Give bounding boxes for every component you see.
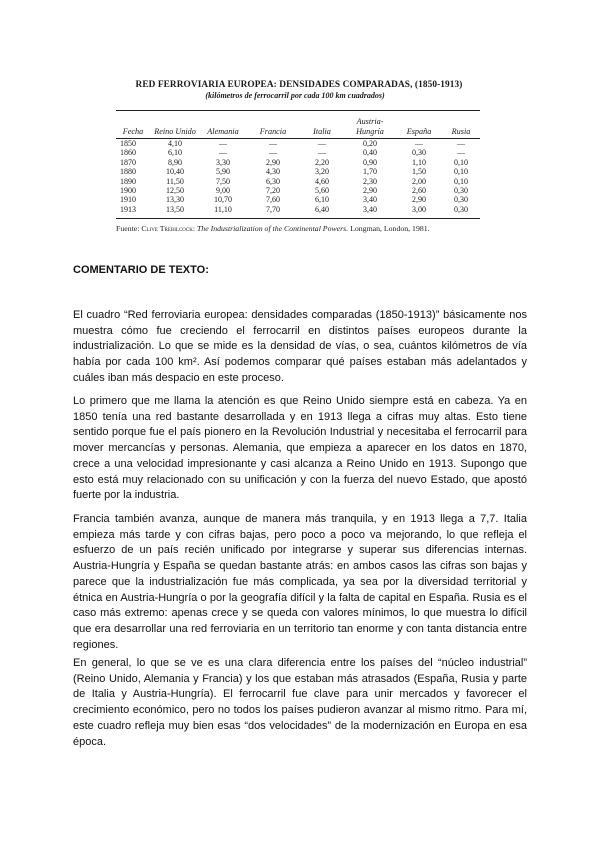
density-cell: 0,30 <box>412 148 426 158</box>
density-cell: 2,90 <box>412 195 426 205</box>
density-cell: 0,10 <box>454 176 468 186</box>
density-cell: 2,90 <box>266 157 280 167</box>
density-cell: 3,20 <box>315 167 329 177</box>
commentary-heading: COMENTARIO DE TEXTO: <box>73 264 209 276</box>
density-cell: 2,30 <box>363 176 377 186</box>
density-cell: 0,30 <box>454 186 468 196</box>
density-cell: 8,90 <box>168 157 182 167</box>
density-cell: 10,70 <box>214 195 232 205</box>
density-cell: 3,00 <box>412 204 426 214</box>
density-cell: 9,00 <box>216 186 230 196</box>
density-cell: 1,10 <box>412 157 426 167</box>
density-cell: 2,60 <box>412 186 426 196</box>
density-cell: 3,40 <box>363 204 377 214</box>
table-row <box>116 186 480 195</box>
density-cell: 12,50 <box>166 186 184 196</box>
density-cell: 11,10 <box>214 204 232 214</box>
density-cell: 6,30 <box>266 176 280 186</box>
density-cell: 0,20 <box>363 139 377 148</box>
density-cell: 3,40 <box>363 195 377 205</box>
table-subtitle: (kilómetros de ferrocarril por cada 100 km cuadrados) <box>205 91 385 100</box>
column-header: Austria-Hungría <box>356 117 384 136</box>
density-cell: 4,60 <box>315 176 329 186</box>
density-cell: 1,70 <box>363 167 377 177</box>
density-cell: 0,10 <box>454 167 468 177</box>
density-cell: 13,30 <box>166 195 184 205</box>
column-header: Alemania <box>207 126 239 136</box>
year-cell: 1890 <box>120 176 136 186</box>
table-top-rule <box>116 110 480 111</box>
year-cell: 1900 <box>120 186 136 196</box>
density-cell: 0,30 <box>454 204 468 214</box>
density-cell: — <box>219 148 227 158</box>
table-row <box>116 148 480 157</box>
density-cell: — <box>269 139 277 148</box>
density-cell: — <box>269 148 277 158</box>
density-cell: 4,30 <box>266 167 280 177</box>
year-cell: 1880 <box>120 167 136 177</box>
source-label: Fuente: <box>116 224 140 233</box>
density-cell: 6,10 <box>315 195 329 205</box>
density-cell: 2,00 <box>412 176 426 186</box>
table-row <box>116 205 480 214</box>
column-header: España <box>406 126 432 136</box>
year-cell: 1913 <box>120 204 136 214</box>
column-header: Fecha <box>122 126 144 136</box>
density-cell: 2,90 <box>363 186 377 196</box>
year-cell: 1870 <box>120 157 136 167</box>
density-cell: 1,50 <box>412 167 426 177</box>
table-row <box>116 177 480 186</box>
source-publisher: Longman, London, 1981. <box>350 224 430 233</box>
commentary-paragraph: Francia también avanza, aunque de manera más tranquila, y en 1913 llega a 7,7. Italia empieza más tarde y con cifras bajas, pero poco a poco va mejorando, lo que refleja el esfuerzo de un país recién unificado por integrarse y superar sus diferencias internas. Austria-Hungría y España se quedan bastante atrás: en ambos casos las cifras son bajas y parece que la industrialización fue más complicada, ya sea por la diversidad territorial y étnica en Austria-Hungría o por la geografía difícil y la falta de capital en España. Rusia es el caso más extremo: apenas crece y se queda con valores mínimos, lo que muestra lo difícil que era desarrollar una red ferroviaria en un territorio tan enorme y con tanta distancia entre regiones. <box>73 513 527 651</box>
density-cell: 5,90 <box>216 167 230 177</box>
density-cell: — <box>318 139 326 148</box>
density-cell: 7,60 <box>266 195 280 205</box>
column-header: Rusia <box>451 126 471 136</box>
scanned-railway-table <box>110 80 480 233</box>
table-body <box>116 139 480 214</box>
column-header: Francia <box>259 126 287 136</box>
density-cell: 0,40 <box>363 148 377 158</box>
commentary-paragraph: Lo primero que me llama la atención es que Reino Unido siempre está en cabeza. Ya en 1850 tenía una red bastante desarrollada y en 1913 llega a cifras muy altas. Esto tiene sentido porque fue el país pionero en la Revolución Industrial y necesitaba el ferrocarril para mover mercancías y personas. Alemania, que empieza a aparecer en los datos en 1870, crece a una velocidad impresionante y casi alcanza a Reino Unido en 1913. Supongo que esto está muy relacionado con su unificación y con la fuerza del nuevo Estado, que apostó fuerte por la industria. <box>73 395 527 502</box>
column-header: Reino Unido <box>154 126 196 136</box>
table-bottom-rule <box>116 218 480 219</box>
density-cell: 10,40 <box>166 167 184 177</box>
table-header-row <box>116 116 480 139</box>
table-source <box>116 224 482 233</box>
table-row <box>116 195 480 204</box>
density-cell: — <box>415 139 423 148</box>
year-cell: 1860 <box>120 148 136 158</box>
density-cell: 7,20 <box>266 186 280 196</box>
commentary-paragraph: En general, lo que se ve es una clara diferencia entre los países del “núcleo industrial” (Reino Unido, Alemania y Francia) y los que estaban más atrasados (España, Rusia y parte de Italia y Austria-Hungría). El ferrocarril fue clave para unir mercados y favorecer el crecimiento económico, pero no todos los países pudieron avanzar al mismo ritmo. Para mí, este cuadro refleja muy bien esas “dos velocidades” de la modernización en Europa en esa época. <box>73 657 527 748</box>
density-cell: 0,90 <box>363 157 377 167</box>
density-cell: 2,20 <box>315 157 329 167</box>
column-header: Italia <box>313 126 331 136</box>
density-cell: 11,50 <box>166 176 184 186</box>
table-row <box>116 167 480 176</box>
density-cell: 5,60 <box>315 186 329 196</box>
year-cell: 1910 <box>120 195 136 205</box>
source-author: Clive Trebilcock: <box>141 224 196 233</box>
density-cell: — <box>457 139 465 148</box>
density-cell: 7,50 <box>216 176 230 186</box>
density-cell: — <box>457 148 465 158</box>
density-cell: 0,30 <box>454 195 468 205</box>
commentary-paragraph: El cuadro “Red ferroviaria europea: densidades comparadas (1850-1913)” básicamente nos muestra cómo fue creciendo el ferrocarril en distintos países europeos durante la industrialización. Lo que se mide es la densidad de vías, o sea, cuántos kilómetros de vía había por cada 100 km². Así podemos comparar qué países estaban más adelantados y cuáles iban más despacio en este proceso. <box>73 309 527 384</box>
density-cell: 4,10 <box>168 139 182 148</box>
density-cell: 7,70 <box>266 204 280 214</box>
density-cell: — <box>219 139 227 148</box>
density-cell: — <box>318 148 326 158</box>
table-row <box>116 139 480 148</box>
source-work: The Industrialization of the Continental Powers. <box>196 224 349 233</box>
density-cell: 6,10 <box>168 148 182 158</box>
railway-density-table <box>116 116 480 214</box>
density-cell: 13,50 <box>166 204 184 214</box>
table-row <box>116 158 480 167</box>
density-cell: 3,30 <box>216 157 230 167</box>
year-cell: 1850 <box>120 139 136 148</box>
table-title: RED FERROVIARIA EUROPEA: DENSIDADES COMPARADAS, (1850-1913) <box>135 80 463 90</box>
density-cell: 6,40 <box>315 204 329 214</box>
density-cell: 0,10 <box>454 157 468 167</box>
